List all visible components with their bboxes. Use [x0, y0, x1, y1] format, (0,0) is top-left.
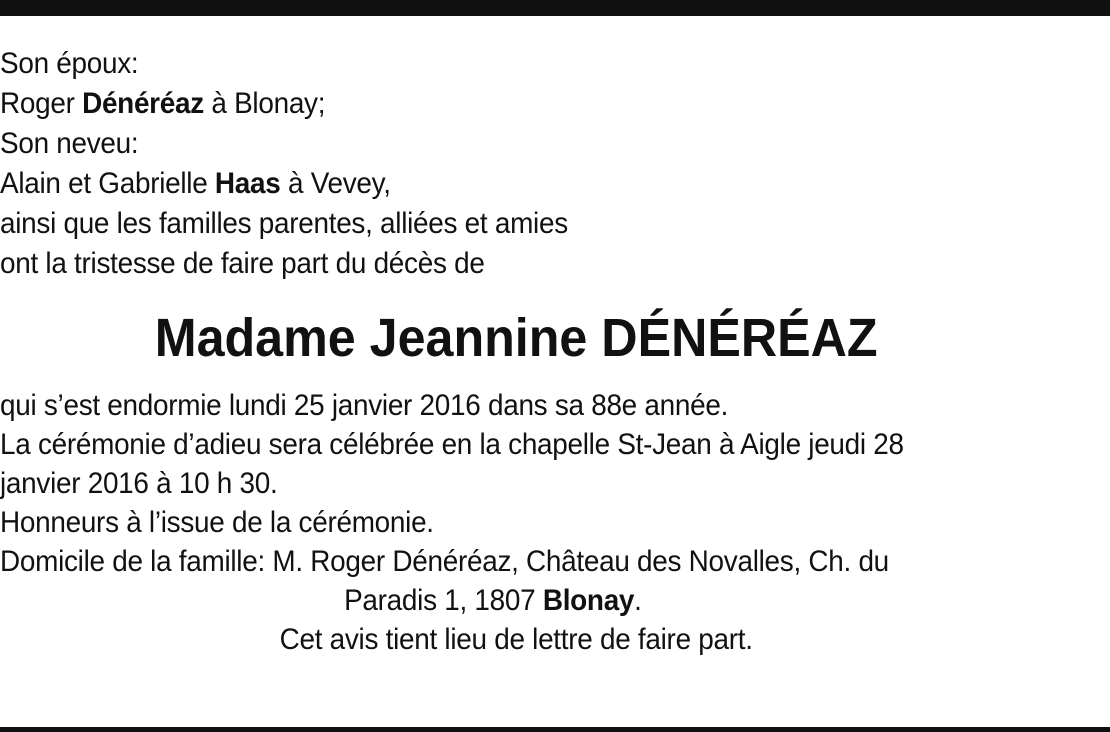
intro-line-nephew-label [0, 124, 1032, 164]
text: Alain et Gabrielle [0, 167, 215, 200]
text: Son neveu: [0, 127, 139, 160]
text: La cérémonie d’adieu sera célébrée en la chapelle St-Jean à Aigle jeudi 28 [0, 428, 904, 461]
bottom-rule [0, 727, 1110, 732]
text: ont la tristesse de faire part du décès de [0, 247, 485, 280]
nephew-surname: Haas [214, 167, 281, 200]
text: à Blonay; [203, 87, 326, 120]
details-line-honours [0, 503, 1032, 542]
deceased-name: Madame Jeannine DÉNÉRÉAZ [154, 308, 878, 368]
intro-line-nephew [0, 164, 1032, 204]
text: Cet avis tient lieu de lettre de faire part. [279, 623, 753, 656]
intro-line-spouse-label [0, 44, 1032, 84]
text: janvier 2016 à 10 h 30. [0, 467, 278, 500]
intro-line-families [0, 204, 1032, 244]
obituary-notice [0, 44, 1032, 659]
text: Paradis 1, 1807 [344, 584, 543, 617]
text: ainsi que les familles parentes, alliées et amies [0, 207, 568, 240]
details-line-address [0, 581, 1032, 620]
top-rule [0, 0, 1110, 16]
text: . [634, 584, 642, 617]
intro-line-spouse [0, 84, 1032, 124]
text: qui s’est endormie lundi 25 janvier 2016 dans sa 88e année. [0, 389, 729, 422]
details-line-domicile [0, 542, 1032, 581]
text: Son époux: [0, 47, 139, 80]
details-line-ceremony [0, 425, 1032, 464]
details-line-notice [0, 620, 1032, 659]
intro-line-announcement [0, 244, 1032, 284]
text: Roger [0, 87, 83, 120]
text: Domicile de la famille: M. Roger Dénéréaz, Château des Novalles, Ch. du [0, 545, 889, 578]
spouse-surname: Dénéréaz [82, 87, 204, 120]
details-line-death [0, 386, 1032, 425]
details-block [0, 386, 1032, 659]
details-line-ceremony-date [0, 464, 1032, 503]
text: Honneurs à l’issue de la cérémonie. [0, 506, 434, 539]
text: à Vevey, [280, 167, 391, 200]
town-name: Blonay [542, 584, 635, 617]
